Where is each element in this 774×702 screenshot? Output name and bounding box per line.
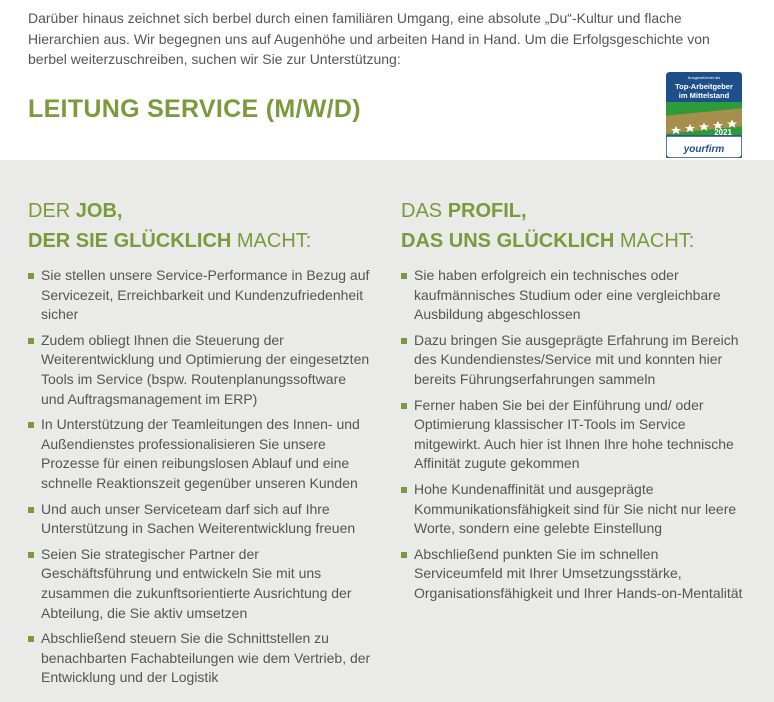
bullet-icon xyxy=(401,273,407,279)
bullet-icon xyxy=(28,507,34,513)
list-item-text: Und auch unser Serviceteam darf sich auf Ihre Unterstützung in Sachen Weiterentwicklung freuen xyxy=(41,500,356,537)
bullet-icon xyxy=(401,403,407,409)
list-item xyxy=(28,629,372,688)
bullet-icon xyxy=(28,422,34,428)
list-item-text: Ferner haben Sie bei der Einführung und/ oder Optimierung klassischer IT-Tools im Service mitgewirkt. Auch hier ist Ihnen Ihre hohe technische Affinität zugute gekommen xyxy=(414,396,734,472)
job-heading-part1: DER xyxy=(28,200,76,222)
profile-heading-part2: PROFIL, xyxy=(447,200,527,222)
list-item xyxy=(401,480,746,539)
badge-line2: im Mittelstand xyxy=(678,91,730,100)
list-item-text: Seien Sie strategischer Partner der Geschäftsführung und entwickeln Sie mit uns zusammen die zukunftsorientierte Ausrichtung der Abteilung, die Sie aktiv umsetzen xyxy=(41,545,352,621)
profile-heading-part3: DAS UNS GLÜCKLICH xyxy=(401,230,615,252)
job-heading xyxy=(28,196,372,256)
content-panel xyxy=(0,160,774,702)
bullet-icon xyxy=(28,273,34,279)
list-item xyxy=(28,331,372,409)
job-heading-part4: MACHT: xyxy=(231,230,312,252)
list-item xyxy=(28,545,372,623)
list-item xyxy=(28,415,372,493)
profile-list xyxy=(401,266,746,604)
job-heading-part2: JOB, xyxy=(75,200,123,222)
list-item-text: In Unterstützung der Teamleitungen des Innen- und Außendienstes professionalisieren Sie unsere Prozesse für einen reibungslosen Ablauf und eine schnelle Reaktionszeit gegenüber unseren Kunden xyxy=(41,416,360,491)
bullet-icon xyxy=(401,487,407,493)
job-list xyxy=(28,266,372,688)
list-item-text: Dazu bringen Sie ausgeprägte Erfahrung im Bereich des Kundendienstes/Service mit und konnten hier bereits Führungserfahrungen sammeln xyxy=(414,331,739,387)
profile-column xyxy=(401,196,746,610)
bullet-icon xyxy=(28,338,34,344)
list-item-text: Sie stellen unsere Service-Performance in Bezug auf Servicezeit, Erreichbarkeit und Kundenzufriedenheit sicher xyxy=(41,267,370,323)
badge-line1: Top-Arbeitgeber xyxy=(675,82,733,91)
bullet-icon xyxy=(28,552,34,558)
profile-heading-part1: DAS xyxy=(401,200,448,222)
job-title: LEITUNG SERVICE (M/W/D) xyxy=(28,95,361,123)
profile-heading-part4: MACHT: xyxy=(614,230,695,252)
bullet-icon xyxy=(28,636,34,642)
list-item xyxy=(401,396,746,474)
list-item-text: Abschließend punkten Sie im schnellen Serviceumfeld mit Ihrer Umsetzungsstärke, Organisationsfähigkeit und Ihrer Hands-on-Mentalität xyxy=(414,545,743,601)
bullet-icon xyxy=(401,552,407,558)
job-column xyxy=(28,196,372,694)
job-heading-part3: DER SIE GLÜCKLICH xyxy=(28,230,232,252)
list-item xyxy=(401,545,746,604)
bullet-icon xyxy=(401,338,407,344)
badge-year: 2021 xyxy=(714,128,732,137)
badge-small-text: Ausgezeichnet als xyxy=(687,75,721,80)
badge-brand: yourfirm xyxy=(683,144,725,155)
list-item-text: Abschließend steuern Sie die Schnittstellen zu benachbarten Fachabteilungen wie dem Vertrieb, der Entwicklung und der Logistik xyxy=(41,630,371,686)
list-item-text: Zudem obliegt Ihnen die Steuerung der Weiterentwicklung und Optimierung der eingesetzten Tools im Service (bspw. Routenplanungssoftware und Auftragsmanagement im ERP) xyxy=(41,331,370,407)
profile-heading xyxy=(401,196,746,256)
intro-text: Darüber hinaus zeichnet sich berbel durch einen familiären Umgang, eine absolute „Du“-Kultur und flache Hierarchien aus. Wir begegnen uns auf Augenhöhe und arbeiten Hand in Hand. Um die Erfolgsgeschichte von berbel weiterzuschreiben, suchen wir Sie zur Unterstützung: xyxy=(28,10,710,67)
list-item xyxy=(28,266,372,325)
list-item-text: Hohe Kundenaffinität und ausgeprägte Kommunikationsfähigkeit sind für Sie nicht nur leere Worte, sondern eine gelebte Einstellung xyxy=(414,480,737,537)
list-item xyxy=(401,331,746,390)
list-item xyxy=(28,500,372,539)
list-item xyxy=(401,266,746,325)
top-employer-badge xyxy=(666,72,742,158)
header-section xyxy=(0,0,774,160)
list-item-text: Sie haben erfolgreich ein technisches oder kaufmännisches Studium oder eine vergleichbare Ausbildung abgeschlossen xyxy=(414,267,721,323)
